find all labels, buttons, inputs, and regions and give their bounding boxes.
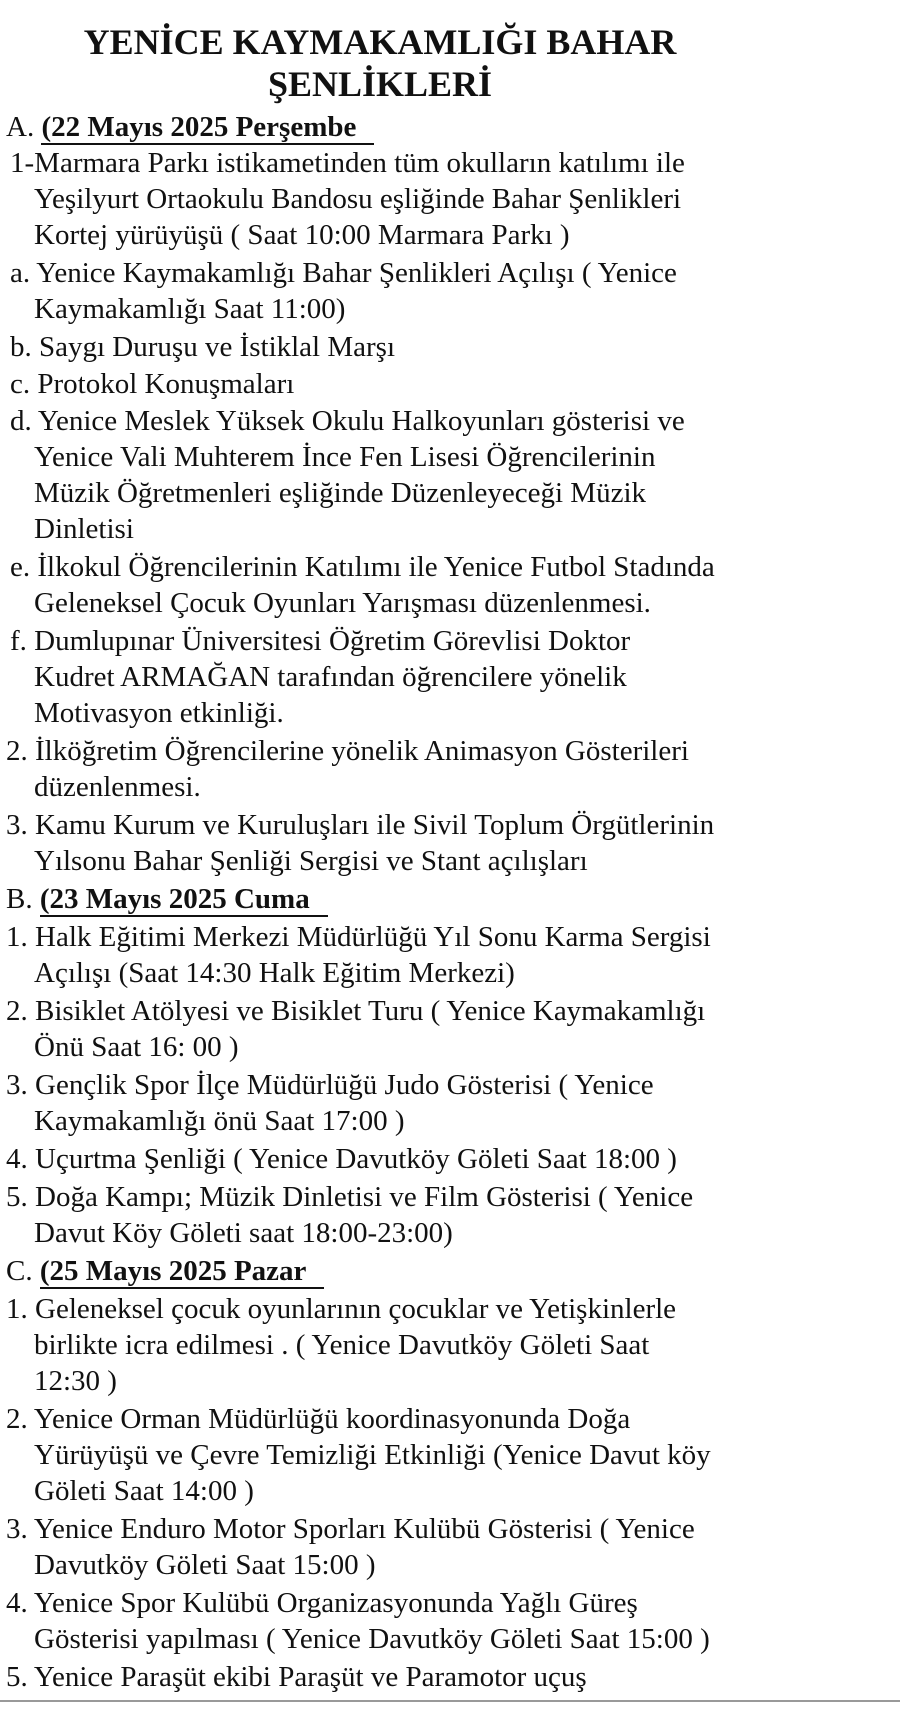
section-a-date: (22 Mayıs 2025 Perşembe — [41, 111, 374, 145]
list-item: 4. Yenice Spor Kulübü Organizasyonunda Yağlı Güreş — [6, 1587, 638, 1619]
list-item: Açılışı (Saat 14:30 Halk Eğitim Merkezi) — [34, 957, 515, 989]
list-item: a. Yenice Kaymakamlığı Bahar Şenlikleri Açılışı ( Yenice — [10, 257, 677, 289]
title-line-1: YENİCE KAYMAKAMLIĞI BAHAR — [83, 22, 677, 62]
list-item: 3. Yenice Enduro Motor Sporları Kulübü Gösterisi ( Yenice — [6, 1513, 695, 1545]
list-item: Kudret ARMAĞAN tarafından öğrencilere yönelik — [34, 661, 627, 693]
list-item: Davut Köy Göleti saat 18:00-23:00) — [34, 1217, 453, 1249]
section-c-prefix: C. — [6, 1255, 33, 1287]
list-item: d. Yenice Meslek Yüksek Okulu Halkoyunları gösterisi ve — [10, 405, 685, 437]
list-item: c. Protokol Konuşmaları — [10, 368, 295, 400]
list-item: 3. Gençlik Spor İlçe Müdürlüğü Judo Gösterisi ( Yenice — [6, 1069, 654, 1101]
list-item: 4. Uçurtma Şenliği ( Yenice Davutköy Göleti Saat 18:00 ) — [6, 1143, 677, 1175]
list-item: 5. Doğa Kampı; Müzik Dinletisi ve Film Gösterisi ( Yenice — [6, 1181, 694, 1213]
section-b-header — [6, 882, 328, 916]
list-item: Kaymakamlığı önü Saat 17:00 ) — [34, 1105, 405, 1137]
list-item: Yürüyüşü ve Çevre Temizliği Etkinliği (Yenice Davut köy — [34, 1439, 711, 1471]
list-item: düzenlenmesi. — [34, 771, 201, 803]
list-item: Gösterisi yapılması ( Yenice Davutköy Göleti Saat 15:00 ) — [34, 1623, 710, 1655]
list-item: e. İlkokul Öğrencilerinin Katılımı ile Yenice Futbol Stadında — [10, 551, 715, 583]
list-item: 2. Yenice Orman Müdürlüğü koordinasyonunda Doğa — [6, 1403, 631, 1435]
list-item: f. Dumlupınar Üniversitesi Öğretim Görevlisi Doktor — [10, 625, 631, 657]
list-item: Önü Saat 16: 00 ) — [34, 1031, 239, 1063]
list-item: 3. Kamu Kurum ve Kuruluşları ile Sivil Toplum Örgütlerinin — [6, 809, 715, 841]
list-item: Göleti Saat 14:00 ) — [34, 1475, 254, 1507]
section-b-date: (23 Mayıs 2025 Cuma — [40, 883, 328, 917]
list-item: birlikte icra edilmesi . ( Yenice Davutköy Göleti Saat — [34, 1329, 650, 1361]
page-bottom-divider — [0, 1700, 900, 1702]
section-a-prefix: A. — [6, 111, 35, 143]
list-item: Davutköy Göleti Saat 15:00 ) — [34, 1549, 376, 1581]
list-item: Kaymakamlığı Saat 11:00) — [34, 293, 346, 325]
section-b-prefix: B. — [6, 883, 33, 915]
list-item: 1-Marmara Parkı istikametinden tüm okulların katılımı ile — [10, 147, 685, 179]
list-item: 12:30 ) — [34, 1365, 117, 1397]
list-item: b. Saygı Duruşu ve İstiklal Marşı — [10, 331, 396, 363]
list-item: Motivasyon etkinliği. — [34, 697, 284, 729]
section-c-header — [6, 1254, 324, 1288]
list-item: Dinletisi — [34, 513, 134, 545]
title-line-2: ŞENLİKLERİ — [267, 64, 493, 104]
list-item: 2. Bisiklet Atölyesi ve Bisiklet Turu ( Yenice Kaymakamlığı — [6, 995, 706, 1027]
list-item: Yılsonu Bahar Şenliği Sergisi ve Stant açılışları — [34, 845, 588, 877]
list-item: Yeşilyurt Ortaokulu Bandosu eşliğinde Bahar Şenlikleri — [34, 183, 682, 215]
list-item: 1. Halk Eğitimi Merkezi Müdürlüğü Yıl Sonu Karma Sergisi — [6, 921, 711, 953]
list-item: Geleneksel Çocuk Oyunları Yarışması düzenlenmesi. — [34, 587, 651, 619]
list-item: Kortej yürüyüşü ( Saat 10:00 Marmara Parkı ) — [34, 219, 570, 251]
list-item: Yenice Vali Muhterem İnce Fen Lisesi Öğrencilerinin — [34, 441, 656, 473]
section-c-date: (25 Mayıs 2025 Pazar — [40, 1255, 325, 1289]
list-item: 2. İlköğretim Öğrencilerine yönelik Animasyon Gösterileri — [6, 735, 689, 767]
list-item: Müzik Öğretmenleri eşliğinde Düzenleyeceği Müzik — [34, 477, 647, 509]
list-item: 5. Yenice Paraşüt ekibi Paraşüt ve Paramotor uçuş — [6, 1661, 587, 1693]
section-a-header — [6, 110, 374, 144]
list-item: 1. Geleneksel çocuk oyunlarının çocuklar ve Yetişkinlerle — [6, 1293, 677, 1325]
